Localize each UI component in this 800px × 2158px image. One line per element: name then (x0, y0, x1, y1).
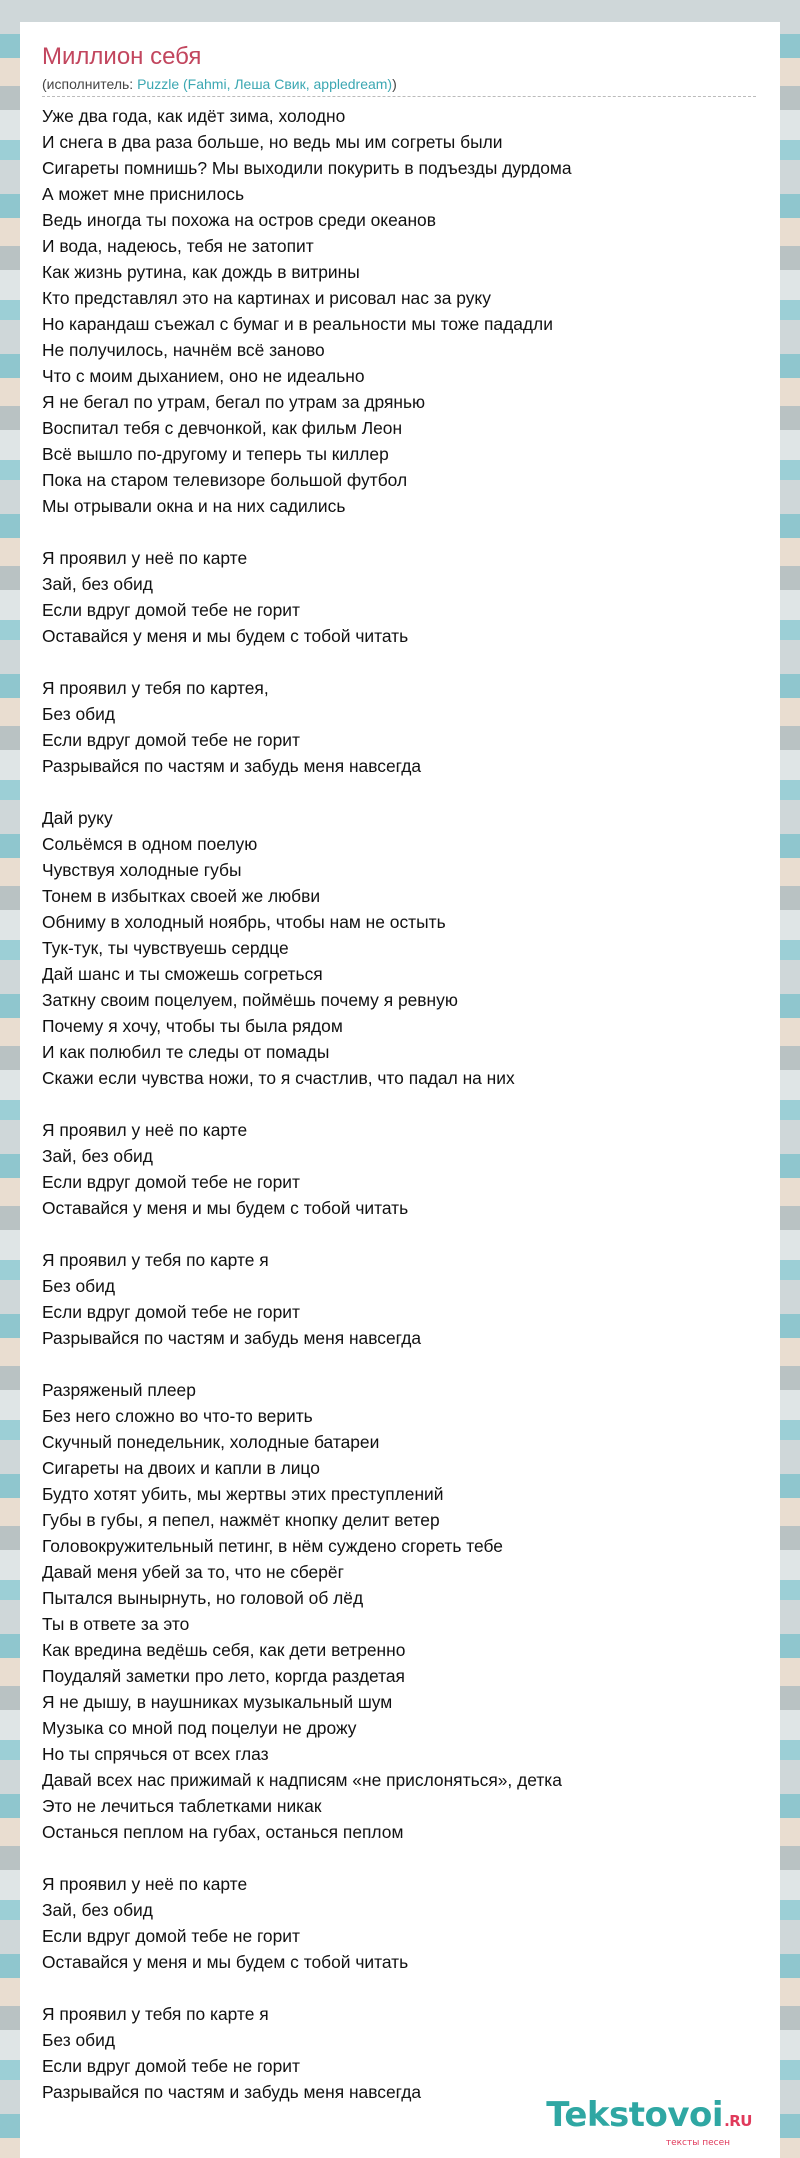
artist-suffix: ) (392, 76, 397, 92)
lyric-line: Скучный понедельник, холодные батареи (42, 1432, 380, 1452)
lyric-line: Если вдруг домой тебе не горит (42, 730, 300, 750)
lyric-line: Музыка со мной под поцелуи не дрожу (42, 1718, 357, 1738)
lyric-line: Оставайся у меня и мы будем с тобой читать (42, 1198, 409, 1218)
lyric-line: Я проявил у неё по карте (42, 1874, 248, 1894)
lyric-line: Сигареты помнишь? Мы выходили покурить в подъезды дурдома (42, 158, 572, 178)
lyric-line: И как полюбил те следы от помады (42, 1042, 330, 1062)
lyric-line: Я не дышу, в наушниках музыкальный шум (42, 1692, 393, 1712)
lyric-line: Но карандаш съежал с бумаг и в реальности мы тоже пададли (42, 314, 553, 334)
site-logo[interactable] (546, 2095, 752, 2148)
lyric-line: Всё вышло по-другому и теперь ты киллер (42, 444, 389, 464)
lyric-line: Разрывайся по частям и забудь меня навсегда (42, 1328, 422, 1348)
lyrics-stanza (42, 1377, 762, 1845)
logo-tagline: тексты песен (665, 2138, 730, 2148)
lyric-line: Чувствуя холодные губы (42, 860, 242, 880)
lyric-line: Будто хотят убить, мы жертвы этих преступлений (42, 1484, 444, 1504)
lyric-line: Пытался вынырнуть, но головой об лёд (42, 1588, 364, 1608)
lyric-line: Я проявил у тебя по карте я (42, 2004, 269, 2024)
lyric-line: Если вдруг домой тебе не горит (42, 1926, 300, 1946)
lyric-line: Без обид (42, 704, 116, 724)
lyric-line: И вода, надеюсь, тебя не затопит (42, 236, 314, 256)
lyric-line: Ведь иногда ты похожа на остров среди океанов (42, 210, 436, 230)
lyrics-panel (20, 22, 780, 2158)
lyric-line: Оставайся у меня и мы будем с тобой читать (42, 1952, 409, 1972)
lyric-line: Зай, без обид (42, 574, 153, 594)
lyric-line: Зай, без обид (42, 1900, 153, 1920)
lyric-line: Пока на старом телевизоре большой футбол (42, 470, 408, 490)
lyric-line: Я проявил у неё по карте (42, 548, 248, 568)
lyrics-stanza (42, 1117, 762, 1221)
lyric-line: Разрывайся по частям и забудь меня навсегда (42, 756, 422, 776)
lyric-line: Это не лечиться таблетками никак (42, 1796, 322, 1816)
lyric-line: Почему я хочу, чтобы ты была рядом (42, 1016, 343, 1036)
lyric-line: Заткну своим поцелуем, поймёшь почему я ревную (42, 990, 458, 1010)
lyric-line: Губы в губы, я пепел, нажмёт кнопку делит ветер (42, 1510, 440, 1530)
lyrics-stanza (42, 1247, 762, 1351)
lyric-line: Зай, без обид (42, 1146, 153, 1166)
lyric-line: Если вдруг домой тебе не горит (42, 600, 300, 620)
lyric-line: Сигареты на двоих и капли в лицо (42, 1458, 320, 1478)
lyric-line: Тонем в избытках своей же любви (42, 886, 321, 906)
lyrics-stanza (42, 805, 762, 1091)
lyric-line: Тук-тук, ты чувствуешь сердце (42, 938, 289, 958)
lyric-line: Я проявил у тебя по картея, (42, 678, 269, 698)
lyric-line: Как жизнь рутина, как дождь в витрины (42, 262, 360, 282)
lyric-line: Ты в ответе за это (42, 1614, 190, 1634)
lyric-line: Давай меня убей за то, что не сберёг (42, 1562, 344, 1582)
artist-prefix: (исполнитель: (42, 76, 138, 92)
lyric-line: Без обид (42, 2030, 116, 2050)
lyric-line: Головокружительный петинг, в нём суждено сгореть тебе (42, 1536, 503, 1556)
lyric-line: Не получилось, начнём всё заново (42, 340, 325, 360)
lyric-line: Дай руку (42, 808, 113, 828)
lyric-line: Поудаляй заметки про лето, коргда раздетая (42, 1666, 405, 1686)
lyric-line: Уже два года, как идёт зима, холодно (42, 106, 346, 126)
lyric-line: Если вдруг домой тебе не горит (42, 2056, 300, 2076)
lyric-line: Разряженый плеер (42, 1380, 196, 1400)
lyric-line: Если вдруг домой тебе не горит (42, 1172, 300, 1192)
lyric-line: Как вредина ведёшь себя, как дети ветренно (42, 1640, 406, 1660)
lyric-line: И снега в два раза больше, но ведь мы им согреты были (42, 132, 503, 152)
lyric-line: Без него сложно во что-то верить (42, 1406, 313, 1426)
lyric-line: Воспитал тебя с девчонкой, как фильм Леон (42, 418, 403, 438)
lyric-line: Я проявил у тебя по карте я (42, 1250, 269, 1270)
lyric-line: Без обид (42, 1276, 116, 1296)
logo-domain-suffix: .RU (724, 2112, 752, 2130)
lyric-line: Скажи если чувства ножи, то я счастлив, что падал на них (42, 1068, 515, 1088)
artist-link[interactable]: Puzzle (Fahmi, Леша Свик, appledream) (137, 76, 393, 92)
lyric-line: Я проявил у неё по карте (42, 1120, 248, 1140)
lyric-line: Оставайся у меня и мы будем с тобой читать (42, 626, 409, 646)
lyrics-stanza (42, 675, 762, 779)
lyrics-stanza (42, 1871, 762, 1975)
lyric-line: Но ты спрячься от всех глаз (42, 1744, 269, 1764)
lyric-line: Разрывайся по частям и забудь меня навсегда (42, 2082, 422, 2102)
lyrics-stanza (42, 103, 762, 519)
lyric-line: Давай всех нас прижимай к надписям «не прислоняться», детка (42, 1770, 562, 1790)
lyric-line: Что с моим дыханием, оно не идеально (42, 366, 365, 386)
song-title: Миллион себя (42, 43, 202, 70)
logo-wordmark: Tekstovoi (546, 2095, 724, 2135)
lyrics-stanza (42, 2001, 762, 2105)
lyric-line: Мы отрывали окна и на них садились (42, 496, 346, 516)
artist-line (42, 74, 756, 97)
lyric-line: Кто представлял это на картинах и рисовал нас за руку (42, 288, 491, 308)
lyric-line: Дай шанс и ты сможешь согреться (42, 964, 323, 984)
lyrics-stanza (42, 545, 762, 649)
lyric-line: Останься пеплом на губах, останься пеплом (42, 1822, 404, 1842)
lyric-line: Я не бегал по утрам, бегал по утрам за дрянью (42, 392, 426, 412)
lyrics-text (42, 103, 762, 2131)
lyric-line: Обниму в холодный ноябрь, чтобы нам не остыть (42, 912, 446, 932)
lyric-line: Если вдруг домой тебе не горит (42, 1302, 300, 1322)
lyric-line: Сольёмся в одном поелую (42, 834, 258, 854)
lyric-line: А может мне приснилось (42, 184, 245, 204)
